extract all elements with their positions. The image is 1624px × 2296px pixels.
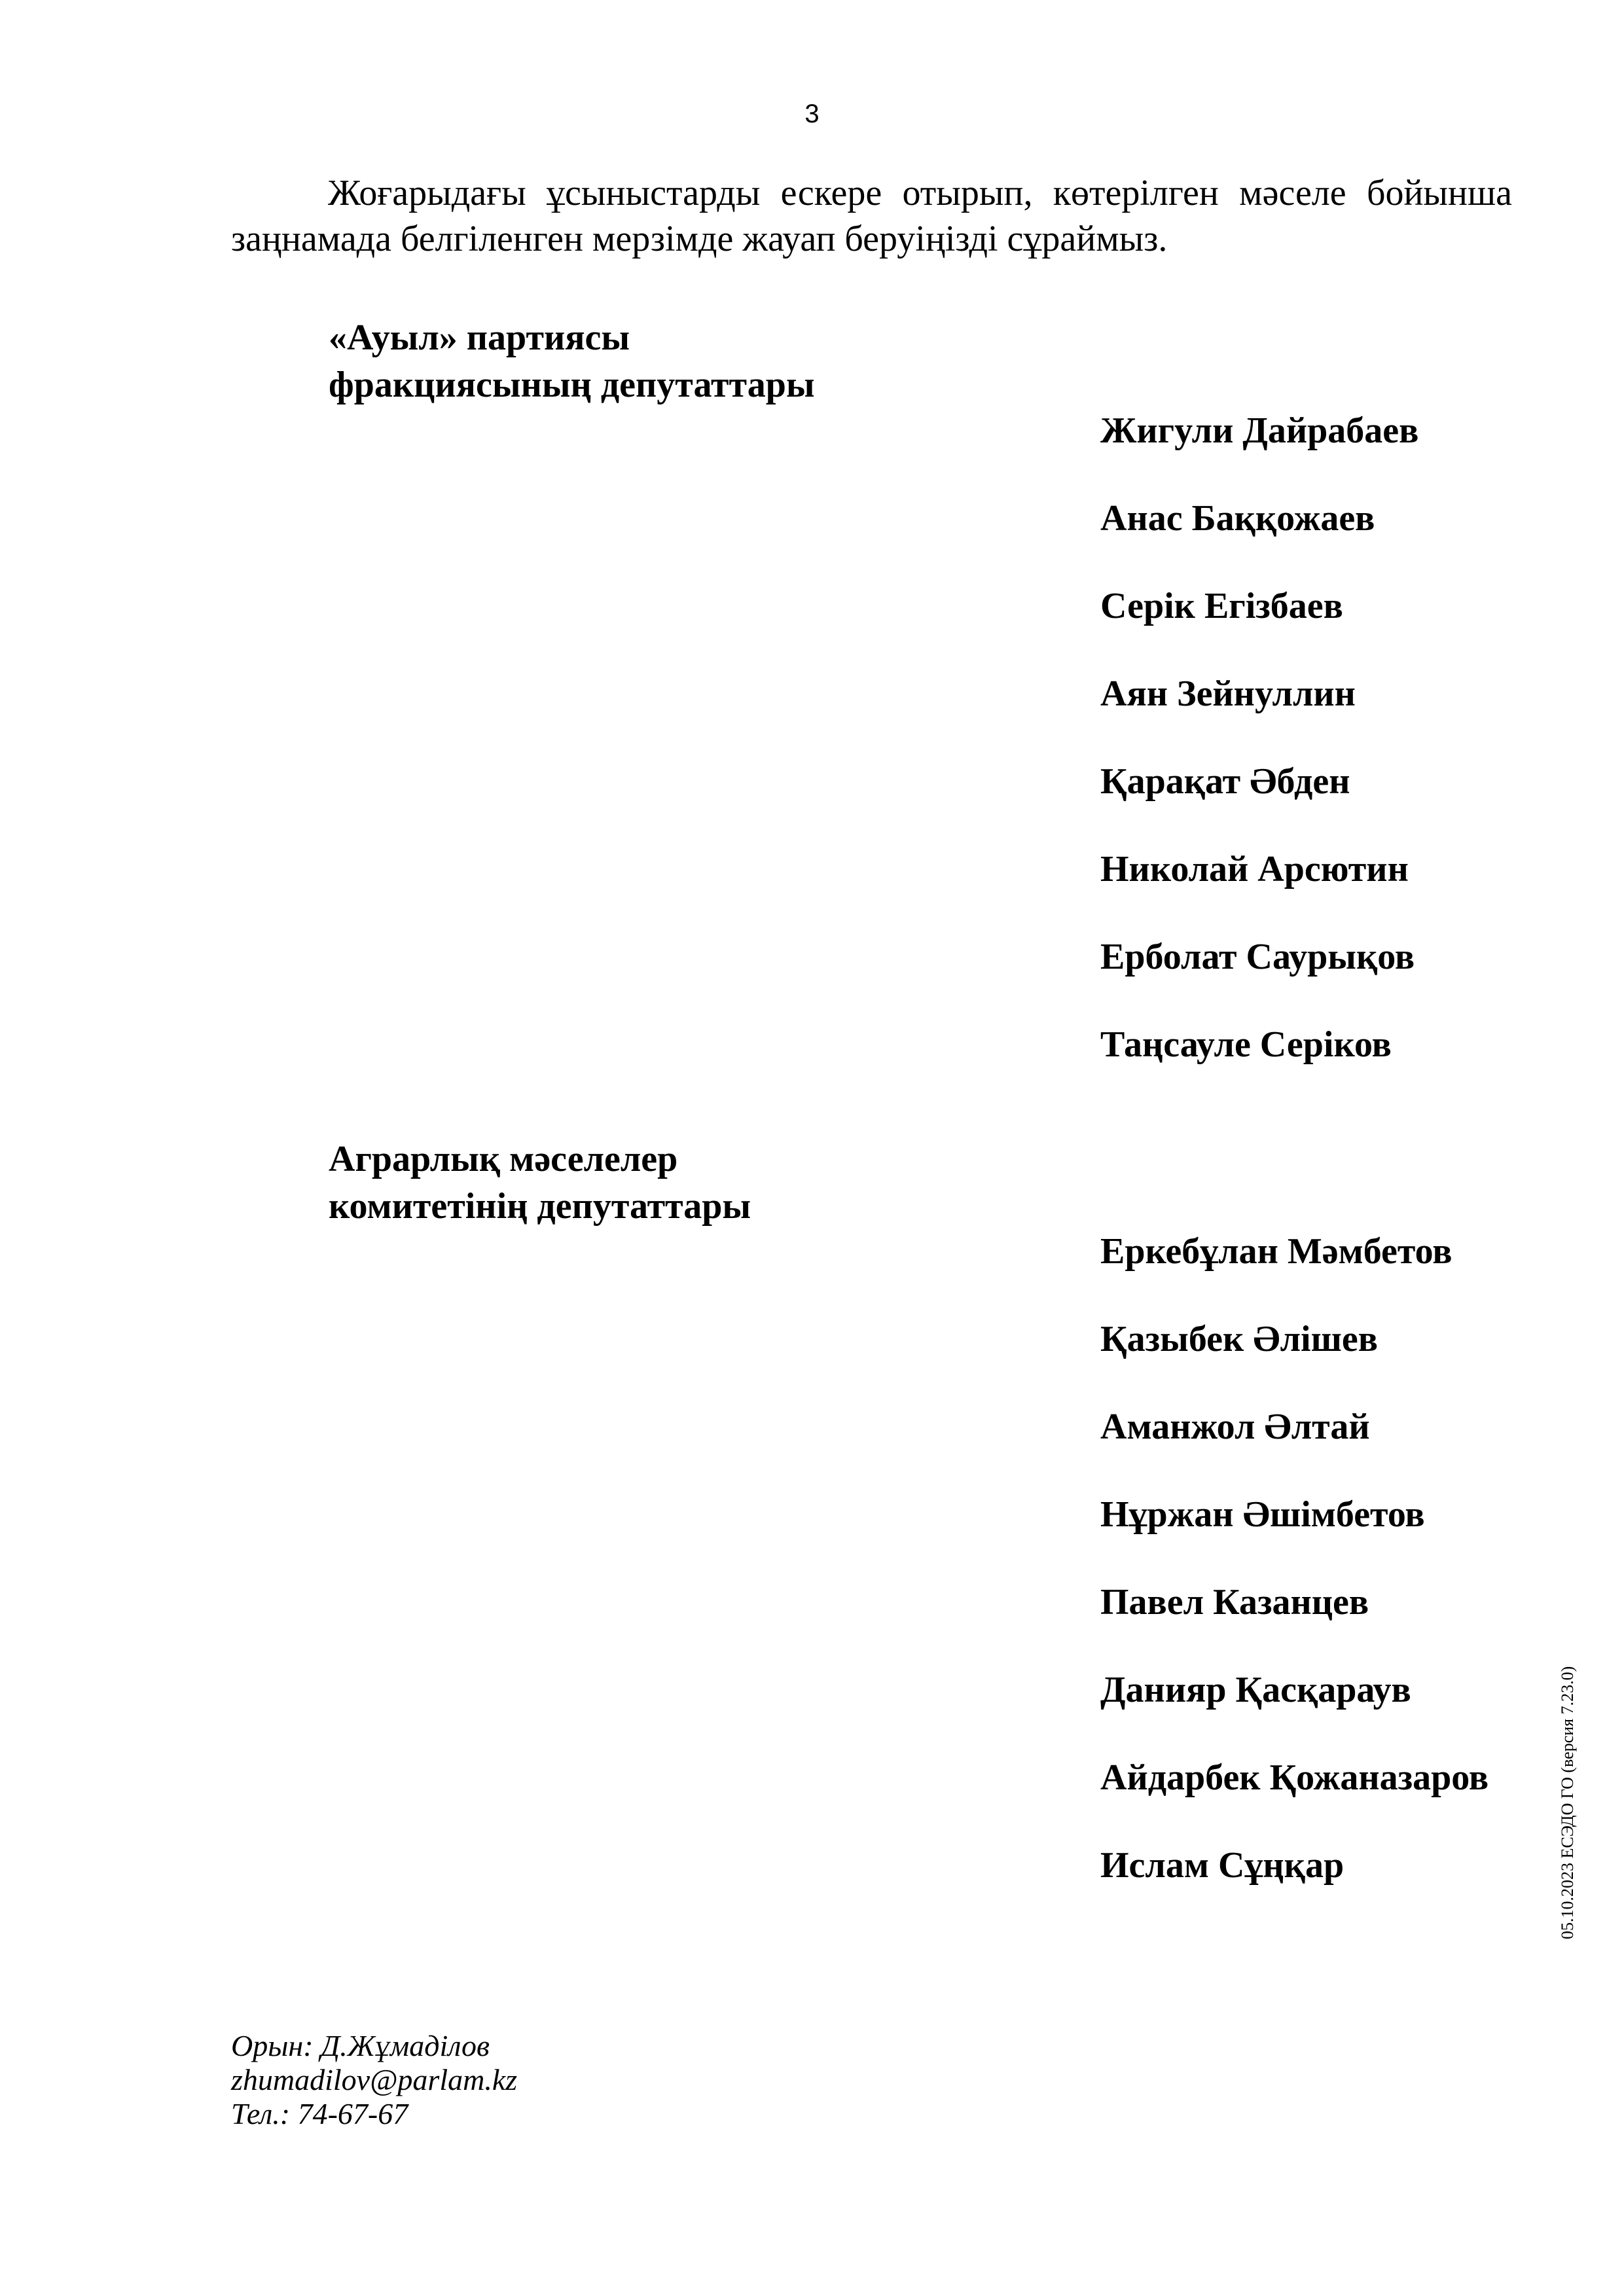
group2-signatories <box>1100 1228 1489 1929</box>
signatory-name: Серік Егізбаев <box>1100 586 1343 626</box>
signatory-name: Ислам Сұңқар <box>1100 1845 1344 1886</box>
performer-phone: Тел.: 74-67-67 <box>231 2097 408 2130</box>
page-number: 3 <box>804 99 820 128</box>
group1-title <box>329 314 815 408</box>
intro-line-2: заңнамада белгіленген мерзімде жауап беруіңізді сұраймыз. <box>231 219 1168 259</box>
performer-contact <box>231 2029 517 2131</box>
signatory-name: Қазыбек Әлішев <box>1100 1319 1378 1359</box>
signatory-name: Жигули Дайрабаев <box>1100 410 1419 451</box>
signatory-name: Данияр Қасқараув <box>1100 1670 1411 1710</box>
signatory-name: Павел Казанцев <box>1100 1582 1369 1623</box>
group1-title-line-1: «Ауыл» партиясы <box>329 317 630 358</box>
signatory-name: Николай Арсютин <box>1100 849 1409 889</box>
intro-paragraph <box>231 170 1512 262</box>
signatory-name: Айдарбек Қожаназаров <box>1100 1757 1489 1798</box>
signatory-name: Аманжол Әлтай <box>1100 1407 1370 1447</box>
performer-name: Орын: Д.Жұмаділов <box>231 2029 490 2062</box>
group1-signatories <box>1100 407 1418 1109</box>
signatory-name: Еркебұлан Мәмбетов <box>1100 1231 1453 1272</box>
signatory-name: Таңсауле Серіков <box>1100 1024 1392 1065</box>
group1-title-line-2: фракциясының депутаттары <box>329 365 815 405</box>
signatory-name: Нұржан Әшімбетов <box>1100 1494 1425 1535</box>
signatory-name: Қарақат Әбден <box>1100 761 1350 802</box>
group2-title-line-1: Аграрлық мәселелер <box>329 1139 678 1179</box>
group2-title <box>329 1136 751 1230</box>
signatory-name: Анас Баққожаев <box>1100 498 1375 539</box>
edms-side-stamp: 05.10.2023 ЕСЭДО ГО (версия 7.23.0) <box>1558 1666 1577 1939</box>
signatory-name: Ерболат Саурықов <box>1100 937 1415 977</box>
intro-line-1: Жоғарыдағы ұсыныстарды ескере отырып, көтерілген мәселе бойынша <box>328 173 1512 213</box>
signatory-name: Аян Зейнуллин <box>1100 673 1356 714</box>
group2-title-line-2: комитетінің депутаттары <box>329 1186 751 1227</box>
performer-email: zhumadilov@parlam.kz <box>231 2063 518 2096</box>
